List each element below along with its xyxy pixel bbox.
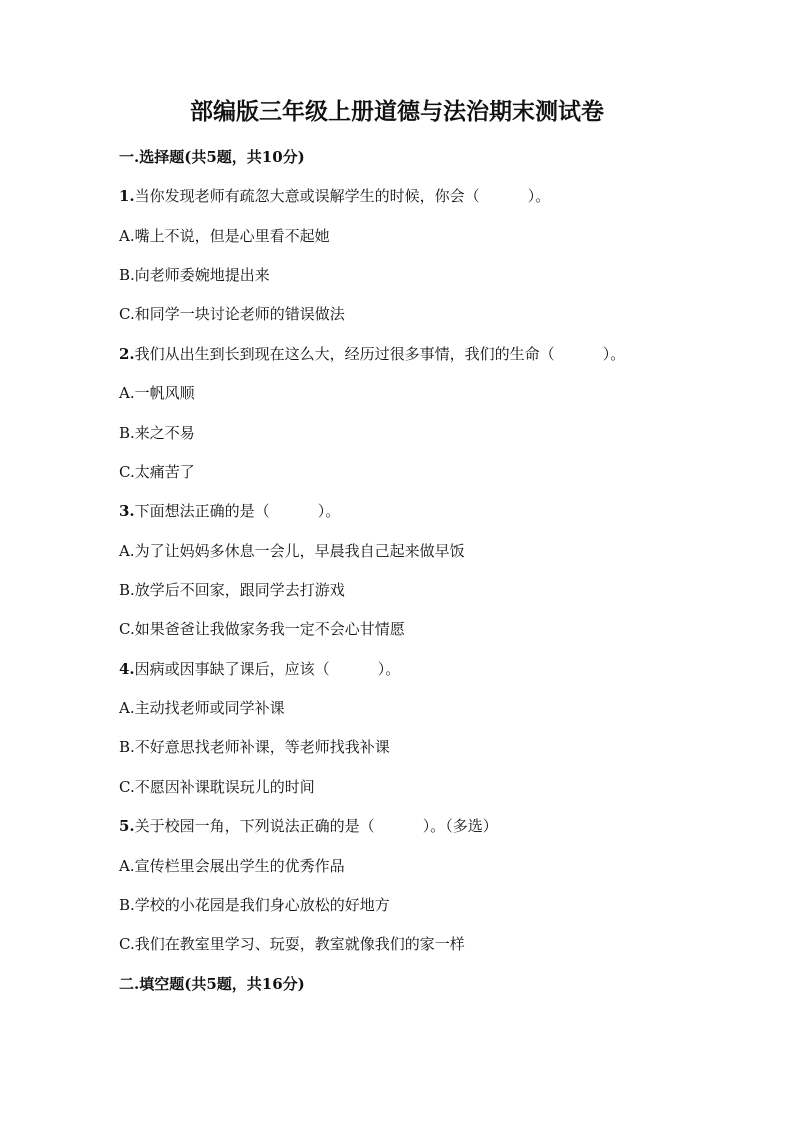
question-number: 3. xyxy=(119,502,135,520)
page-title: 部编版三年级上册道德与法治期末测试卷 xyxy=(190,98,604,125)
question-1 xyxy=(119,186,550,206)
question-text: 因病或因事缺了课后，应该（ xyxy=(134,660,330,678)
question-text: 关于校园一角，下列说法正确的是（ xyxy=(134,817,375,835)
option: B.放学后不回家，跟同学去打游戏 xyxy=(119,581,345,599)
section-heading-fill-in: 二.填空题(共5题，共16分) xyxy=(119,975,305,993)
option: A.为了让妈妈多休息一会儿，早晨我自己起来做早饭 xyxy=(119,542,465,560)
section-heading-choice: 一.选择题(共5题，共10分) xyxy=(119,148,305,166)
option: A.一帆风顺 xyxy=(119,384,195,402)
option: A.嘴上不说，但是心里看不起她 xyxy=(119,227,330,245)
option: B.向老师委婉地提出来 xyxy=(119,266,270,284)
question-3 xyxy=(119,501,340,521)
question-5 xyxy=(119,816,498,836)
question-text: 当你发现老师有疏忽大意或误解学生的时候，你会（ xyxy=(134,187,480,205)
question-number: 2. xyxy=(119,345,135,363)
option: C.我们在教室里学习、玩耍，教室就像我们的家一样 xyxy=(119,935,465,953)
question-2 xyxy=(119,344,625,364)
question-number: 4. xyxy=(119,660,135,678)
option: A.主动找老师或同学补课 xyxy=(119,699,285,717)
option: C.如果爸爸让我做家务我一定不会心甘情愿 xyxy=(119,620,405,638)
question-tail: ）。 xyxy=(317,502,341,520)
question-tail: ）。 xyxy=(377,660,401,678)
option: B.来之不易 xyxy=(119,424,195,442)
question-tail: ）。（多选） xyxy=(422,817,498,835)
option: B.学校的小花园是我们身心放松的好地方 xyxy=(119,896,390,914)
option: A.宣传栏里会展出学生的优秀作品 xyxy=(119,857,345,875)
option: B.不好意思找老师补课，等老师找我补课 xyxy=(119,738,390,756)
question-number: 5. xyxy=(119,817,135,835)
question-tail: ）。 xyxy=(527,187,551,205)
option: C.和同学一块讨论老师的错误做法 xyxy=(119,305,345,323)
option: C.太痛苦了 xyxy=(119,463,195,481)
question-text: 下面想法正确的是（ xyxy=(134,502,270,520)
option: C.不愿因补课耽误玩儿的时间 xyxy=(119,778,315,796)
question-4 xyxy=(119,659,400,679)
question-number: 1. xyxy=(119,187,135,205)
question-text: 我们从出生到长到现在这么大，经历过很多事情，我们的生命（ xyxy=(134,345,555,363)
question-tail: ）。 xyxy=(602,345,626,363)
